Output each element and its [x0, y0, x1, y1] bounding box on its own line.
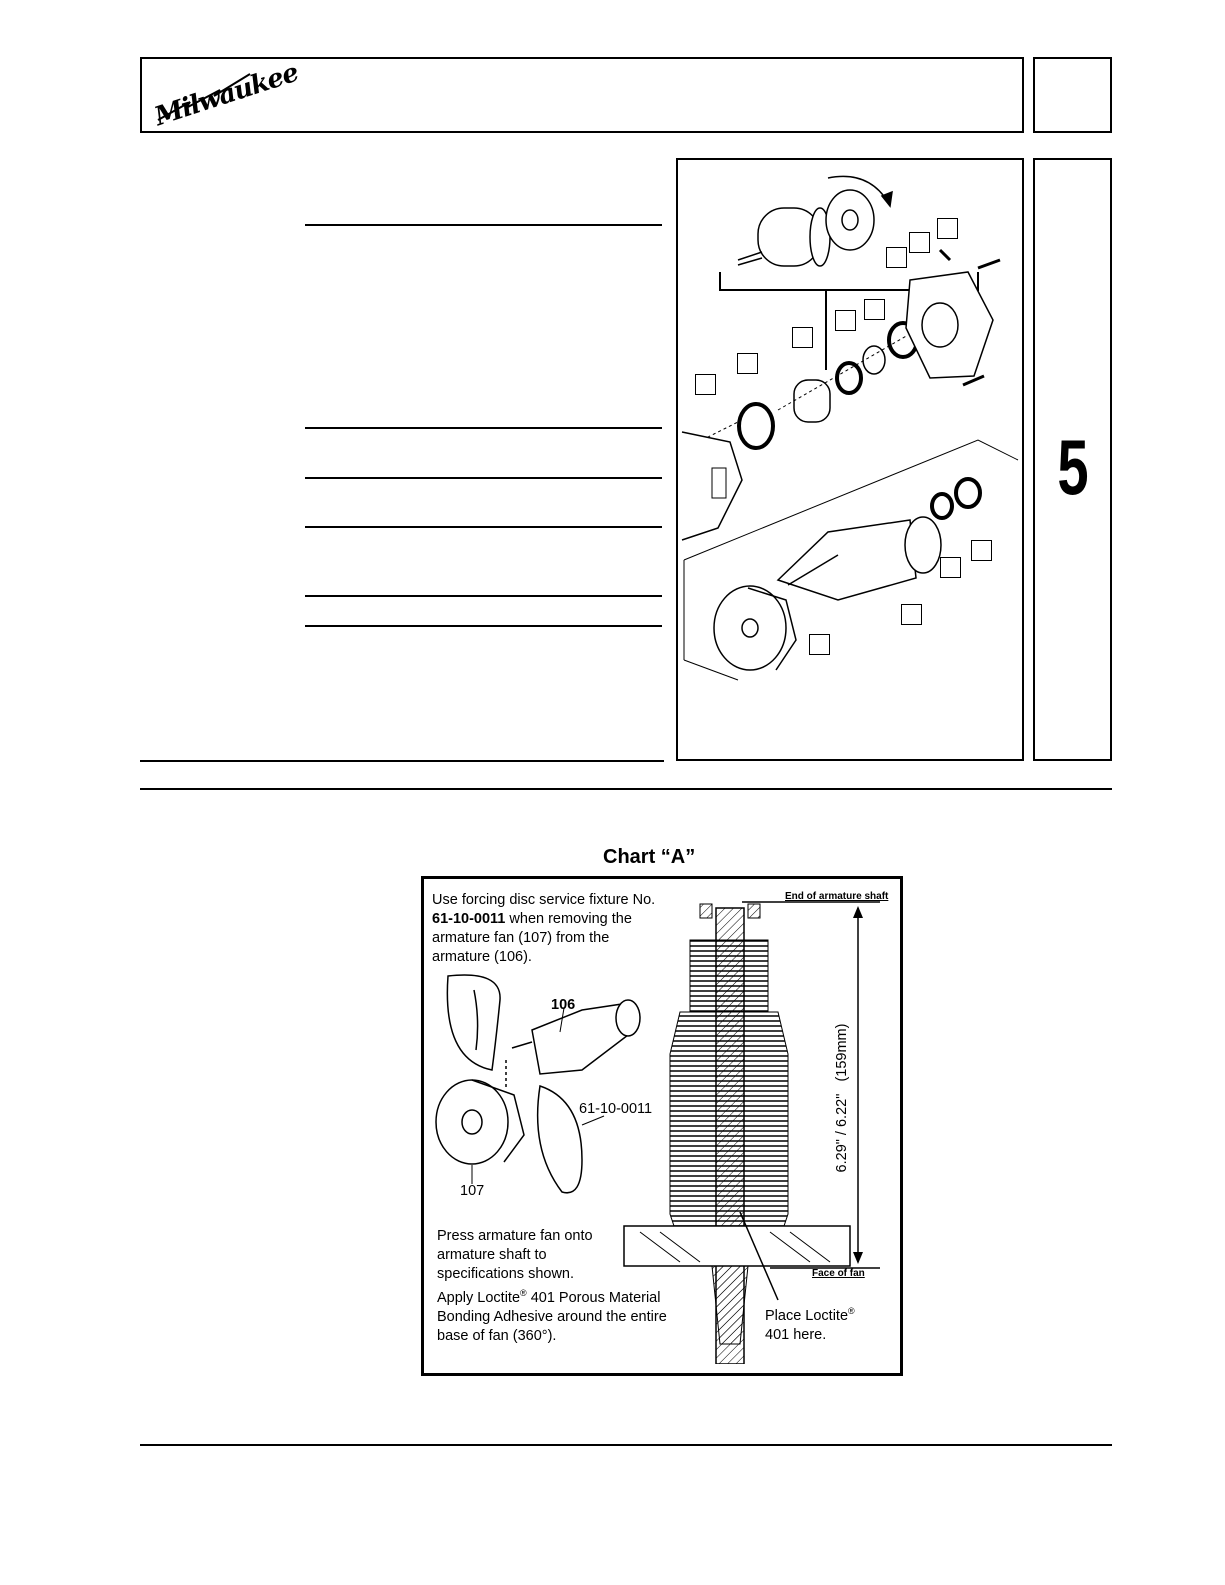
apply-pre: Apply Loctite — [437, 1289, 521, 1306]
column-bottom-rule — [140, 760, 664, 762]
rule-5 — [305, 595, 662, 597]
callout-box — [809, 634, 830, 655]
label-fixture: 61-10-0011 — [579, 1101, 653, 1117]
exploded-parts-drawing — [678, 160, 1022, 759]
callout-box — [792, 327, 813, 348]
section-tab-box — [1033, 158, 1112, 761]
registered-mark: ® — [848, 1306, 855, 1316]
callout-box — [737, 353, 758, 374]
footer-rule — [140, 1444, 1112, 1446]
instruction-post: when removing the armature fan (107) from the armature (106). — [432, 911, 632, 965]
callout-box — [886, 247, 907, 268]
label-armature: 106 — [551, 997, 576, 1013]
registered-mark: ® — [520, 1288, 527, 1298]
face-of-fan-label: Face of fan — [812, 1268, 865, 1279]
callout-box — [971, 540, 992, 561]
apply-post: 401 Porous Material Bonding Adhesive around the entire base of fan (360°). — [437, 1289, 667, 1344]
fixture-number-bold: 61-10-0011 — [432, 911, 506, 927]
lightning-bolt-icon — [150, 62, 260, 126]
rule-1 — [305, 224, 662, 226]
dimension-label: 6.29" / 6.22" (159mm) — [834, 1023, 850, 1173]
rule-4 — [305, 526, 662, 528]
label-fan: 107 — [460, 1183, 485, 1199]
callout-box — [695, 374, 716, 395]
callout-box — [909, 232, 930, 253]
callout-box — [937, 218, 958, 239]
header-tab-box — [1033, 57, 1112, 133]
rule-3 — [305, 477, 662, 479]
end-of-shaft-label: End of armature shaft — [785, 891, 889, 902]
instruction-pre: Use forcing disc service fixture No. — [432, 892, 656, 908]
press-text: Press armature fan onto armature shaft to specifications shown. — [437, 1228, 593, 1282]
callout-box — [835, 310, 856, 331]
section-number: 5 — [1057, 423, 1089, 511]
place-post: 401 here. — [765, 1326, 827, 1343]
callout-box — [901, 604, 922, 625]
milwaukee-logo — [150, 57, 302, 133]
chart-title: Chart “A” — [603, 846, 696, 868]
brand-name: Milwaukee — [151, 57, 302, 133]
rule-6 — [305, 625, 662, 627]
callout-box — [864, 299, 885, 320]
place-loctite-text — [765, 1302, 885, 1345]
parts-diagram-box — [676, 158, 1024, 761]
rule-2 — [305, 427, 662, 429]
place-pre: Place Loctite — [765, 1307, 849, 1324]
section-divider — [140, 788, 1112, 790]
callout-box — [940, 557, 961, 578]
